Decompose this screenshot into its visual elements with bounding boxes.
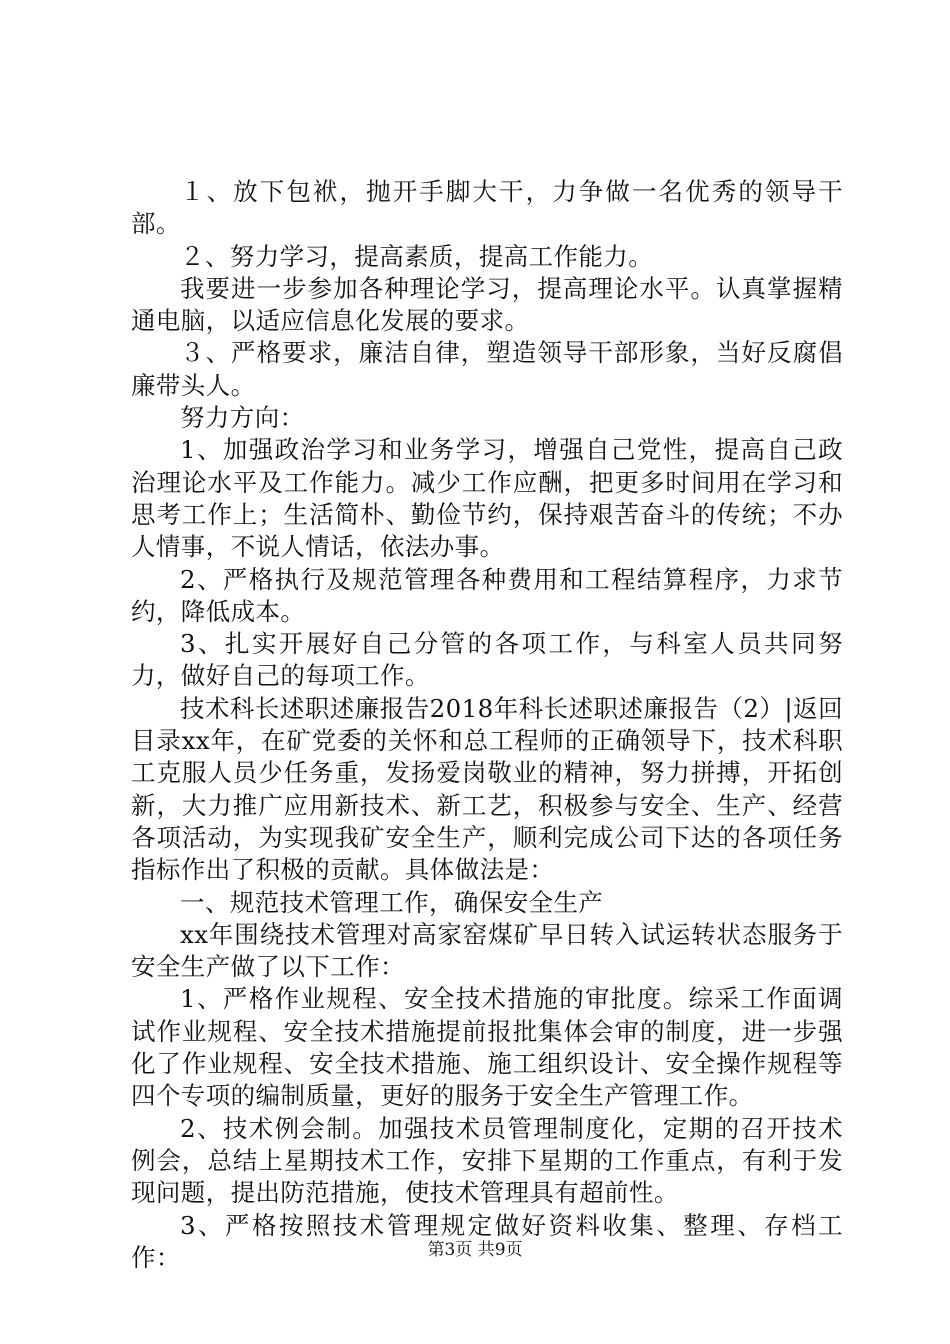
paragraph: xx年围绕技术管理对高家窑煤矿早日转入试运转状态服务于安全生产做了以下工作： (131, 919, 843, 982)
paragraph: ３、严格要求，廉洁自律，塑造领导干部形象，当好反腐倡廉带头人。 (131, 338, 843, 400)
paragraph: 努力方向： (180, 403, 305, 433)
document-body (131, 176, 843, 1274)
paragraph: 3、严格按照技术管理规定做好资料收集、整理、存档工作： (131, 1210, 843, 1272)
section-heading: 一、规范技术管理工作，确保安全生产 (180, 887, 604, 917)
paragraph: 1、加强政治学习和业务学习，增强自己党性，提高自己政治理论水平及工作能力。减少工作应酬，把更多时间用在学习和思考工作上；生活简朴、勤俭节约，保持艰苦奋斗的传统；不办人情事，不说人情话，依法办事。 (131, 435, 843, 562)
paragraph: 1、严格作业规程、安全技术措施的审批度。综采工作面调试作业规程、安全技术措施提前报批集体会审的制度，进一步强化了作业规程、安全技术措施、施工组织设计、安全操作规程等四个专项的编制质量，更好的服务于安全生产管理工作。 (131, 984, 843, 1111)
paragraph: 2、技术例会制。加强技术员管理制度化，定期的召开技术例会，总结上星期技术工作，安排下星期的工作重点，有利于发现问题，提出防范措施，使技术管理具有超前性。 (131, 1113, 843, 1208)
paragraph: 3、扎实开展好自己分管的各项工作，与科室人员共同努力，做好自己的每项工作。 (131, 629, 843, 691)
paragraph: １、放下包袱，抛开手脚大干，力争做一名优秀的领导干部。 (131, 177, 843, 239)
paragraph: 我要进一步参加各种理论学习，提高理论水平。认真掌握精通电脑，以适应信息化发展的要求。 (131, 273, 843, 336)
paragraph: 2、严格执行及规范管理各种费用和工程结算程序，力求节约，降低成本。 (131, 564, 843, 626)
page-footer: 第3页 共9页 (427, 1240, 523, 1260)
paragraph: ２、努力学习，提高素质，提高工作能力。 (180, 241, 654, 271)
paragraph: 技术科长述职述廉报告2018年科长述职述廉报告（2）|返回目录xx年，在矿党委的关怀和总工程师的正确领导下，技术科职工克服人员少任务重，发扬爱岗敬业的精神，努力拼搏，开拓创新，大力推广应用新技术、新工艺，积极参与安全、生产、经营各项活动，为实现我矿安全生产，顺利完成公司下达的各项任务指标作出了积极的贡献。具体做法是： (131, 693, 843, 885)
